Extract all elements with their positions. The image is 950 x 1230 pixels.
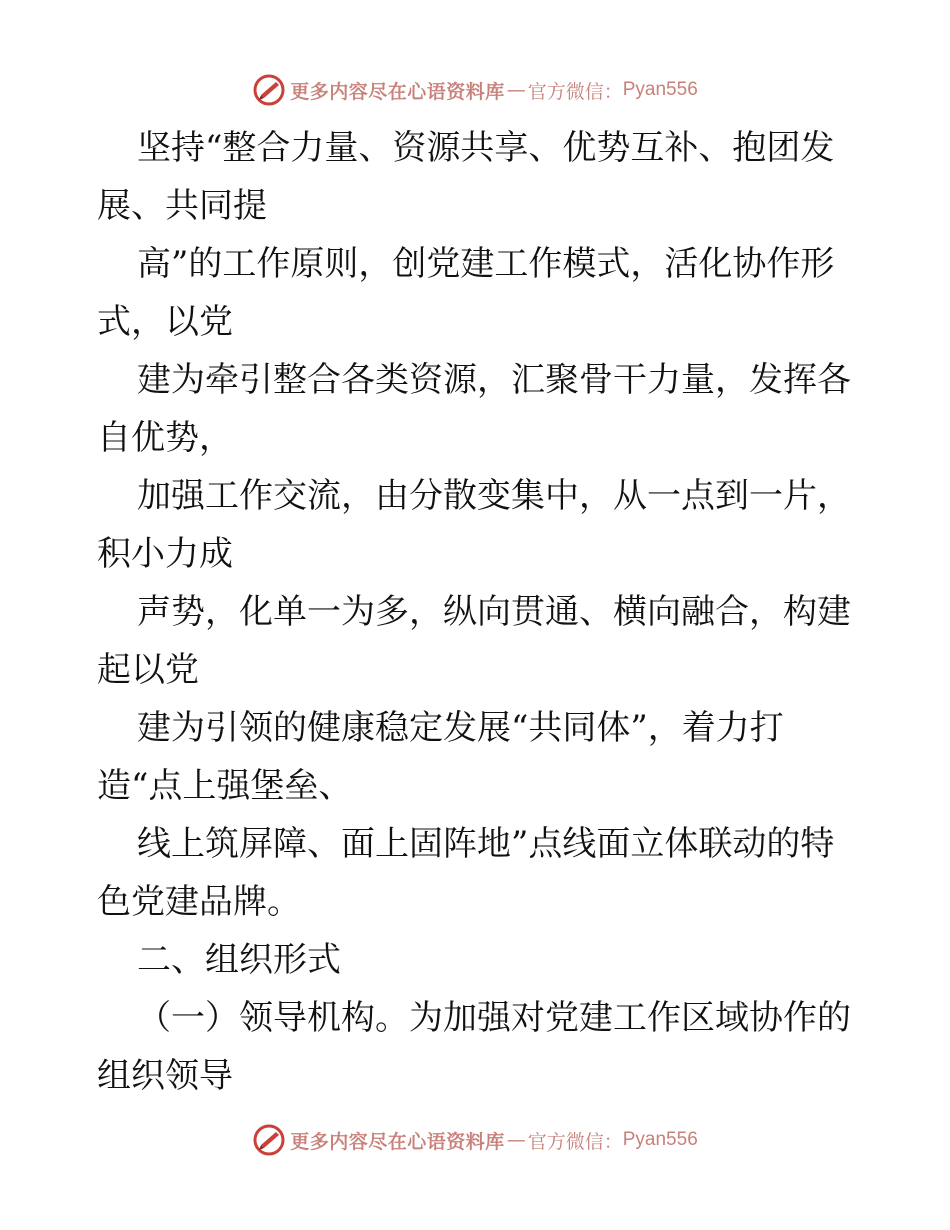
text-line: 式，以党 <box>97 302 233 342</box>
watermark-wechat-id: Pyan556 <box>622 1129 698 1150</box>
watermark-text: 更多内容尽在心语资料库 <box>290 1130 505 1153</box>
section-heading: 二、组织形式 <box>137 940 341 980</box>
text-line: 展、共同提 <box>97 186 267 226</box>
text-line: 积小力成 <box>97 534 233 574</box>
watermark-logo-icon <box>252 73 286 107</box>
text-line: 色党建品牌。 <box>97 882 301 922</box>
header-watermark <box>0 70 950 110</box>
text-line: 声势，化单一为多，纵向贯通、横向融合，构建 <box>137 592 851 632</box>
text-line: 建为引领的健康稳定发展“共同体”，着力打 <box>137 708 784 748</box>
watermark-dash: — <box>506 1129 526 1151</box>
watermark-wechat-label: 官方微信： <box>527 1130 623 1153</box>
text-line: （一）领导机构。为加强对党建工作区域协作的 <box>137 998 851 1038</box>
text-line: 加强工作交流，由分散变集中，从一点到一片， <box>137 476 851 516</box>
watermark-wechat-id: Pyan556 <box>622 79 698 100</box>
watermark-logo-icon <box>252 1123 286 1157</box>
text-line: 自优势， <box>97 418 233 458</box>
text-line: 坚持“整合力量、资源共享、优势互补、抱团发 <box>137 128 835 168</box>
watermark-text: 更多内容尽在心语资料库 <box>290 80 505 103</box>
text-line: 组织领导 <box>97 1056 233 1096</box>
text-line: 造“点上强堡垒、 <box>97 766 353 806</box>
watermark-wechat-label: 官方微信： <box>527 80 623 103</box>
text-line: 线上筑屏障、面上固阵地”点线面立体联动的特 <box>137 824 835 864</box>
footer-watermark <box>0 1120 950 1160</box>
watermark-dash: — <box>506 79 526 101</box>
text-line: 高”的工作原则，创党建工作模式，活化协作形 <box>137 244 835 284</box>
document-body <box>97 119 867 1105</box>
text-line: 起以党 <box>97 650 199 690</box>
text-line: 建为牵引整合各类资源，汇聚骨干力量，发挥各 <box>137 360 851 400</box>
